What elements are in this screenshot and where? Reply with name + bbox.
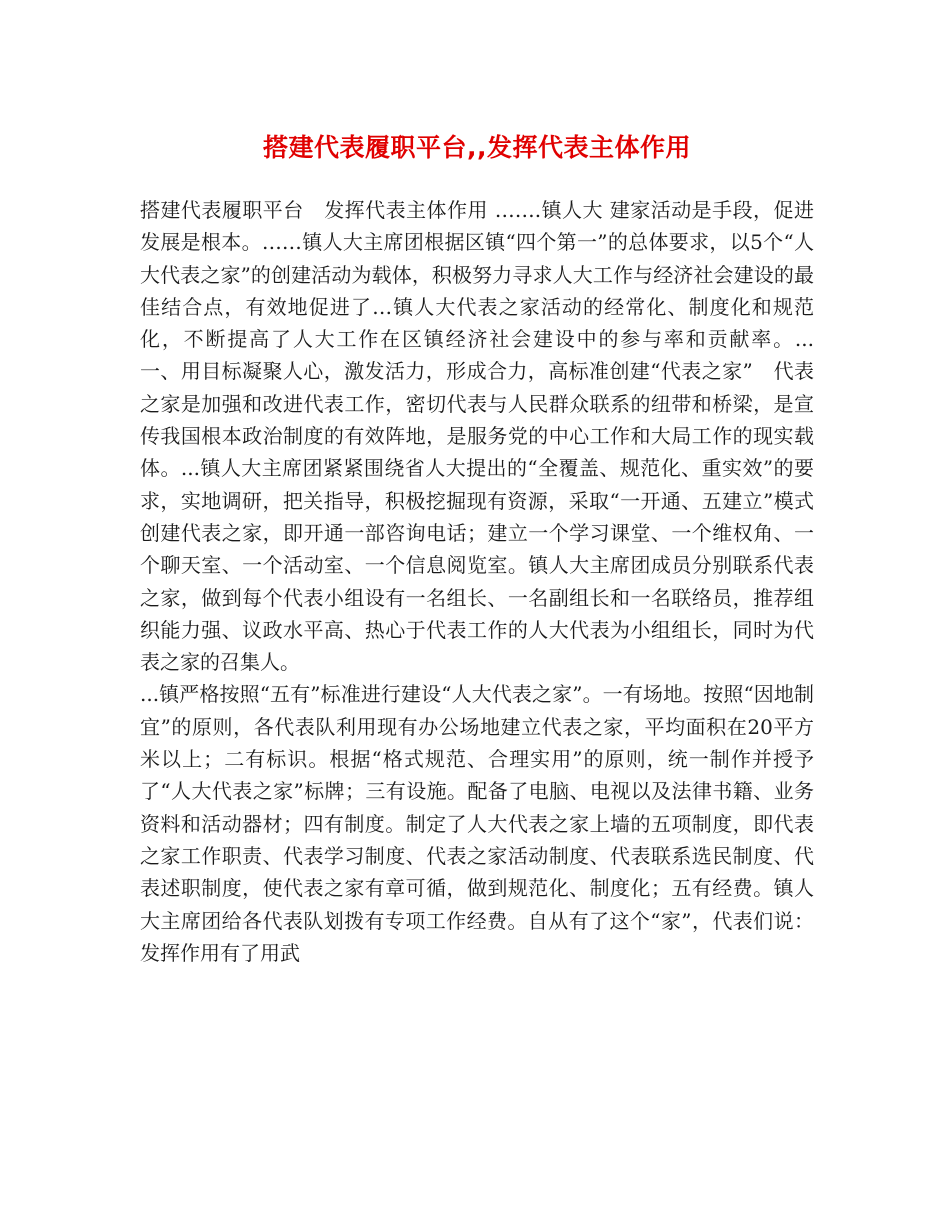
document-body — [140, 194, 834, 969]
body-paragraph-1: 搭建代表履职平台 发挥代表主体作用 …….镇人大 建家活动是手段，促进发展是根本。……镇人大主席团根据区镇“四个第一”的总体要求，以5个“人大代表之家”的创建活动为载体，积极努力寻求人大工作与经济社会建设的最佳结合点，有效地促进了…镇人大代表之家活动的经常化、制度化和规范化，不断提高了人大工作在区镇经济社会建设中的参与率和贡献率。... 一、用目标凝聚人心，激发活力，形成合力，高标准创建“代表之家” 代表之家是加强和改进代表工作，密切代表与人民群众联系的纽带和桥梁，是宣传我国根本政治制度的有效阵地，是服务党的中心工作和大局工作的现实载体。...镇人大主席团紧紧围绕省人大提出的“全覆盖、规范化、重实效”的要求，实地调研，把关指导，积极挖掘现有资源，采取“一开通、五建立”模式创建代表之家，即开通一部咨询电话；建立一个学习课堂、一个维权角、一个聊天室、一个活动室、一个信息阅览室。镇人大主席团成员分别联系代表之家，做到每个代表小组设有一名组长、一名副组长和一名联络员，推荐组织能力强、议政水平高、热心于代表工作的人大代表为小组组长，同时为代表之家的召集人。 — [140, 198, 834, 675]
document-title: 搭建代表履职平台,,发挥代表主体作用 — [263, 133, 691, 162]
body-paragraph-2: ...镇严格按照“五有”标准进行建设“人大代表之家”。一有场地。按照“因地制宜”的原则，各代表队利用现有办公场地建立代表之家，平均面积在20平方米以上；二有标识。根据“格式规范、合理实用”的原则，统一制作并授予了“人大代表之家”标牌；三有设施。配备了电脑、电视以及法律书籍、业务资料和活动器材；四有制度。制定了人大代表之家上墙的五项制度，即代表之家工作职责、代表学习制度、代表之家活动制度、代表联系选民制度、代表述职制度，使代表之家有章可循，做到规范化、制度化；五有经费。镇人大主席团给各代表队划拨有专项工作经费。自从有了这个“家”，代表们说：发挥作用有了用武 — [140, 682, 814, 965]
